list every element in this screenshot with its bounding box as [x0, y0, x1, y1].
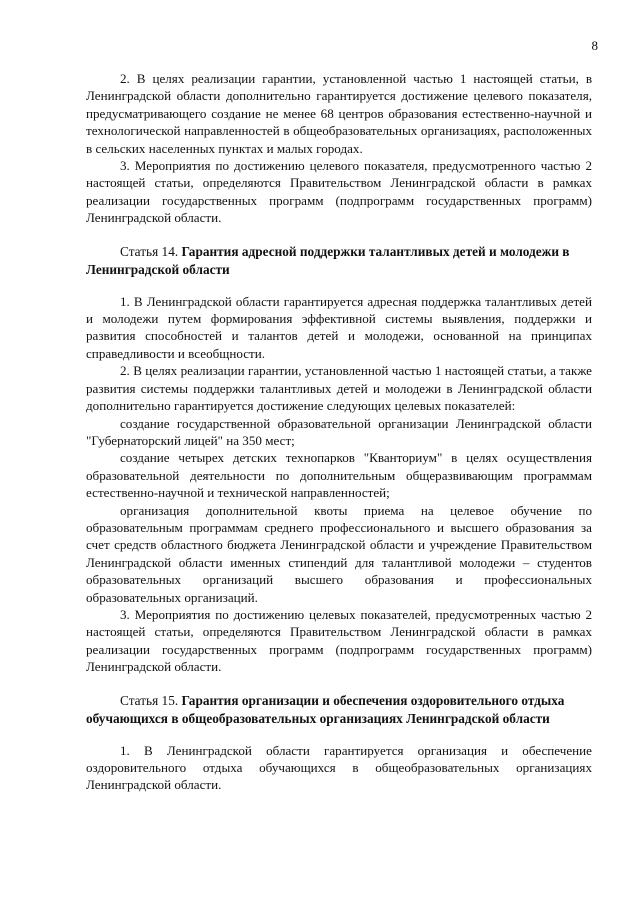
paragraph: создание четырех детских технопарков "Кванториум" в целях осуществления образовательной деятельности по дополнительным общеразвивающим программам естественно-научной и технической направленностей;	[86, 450, 592, 501]
page-number: 8	[591, 38, 598, 53]
paragraph: организация дополнительной квоты приема на целевое обучение по образовательным программам среднего профессионального и высшего образования за счет средств областного бюджета Ленинградской области и учреждение Правительством Ленинградской области именных стипендий для талантливой молодежи – студентов образовательных организаций высшего образования и профессиональных образовательных организаций.	[86, 502, 592, 605]
paragraph: 2. В целях реализации гарантии, установленной частью 1 настоящей статьи, а также развития системы поддержки талантливых детей и молодежи в Ленинградской области дополнительно гарантируется достижение следующих целевых показателей:	[86, 363, 592, 414]
article-15-label: Статья 15.	[120, 692, 182, 708]
article-14-label: Статья 14.	[120, 243, 182, 259]
paragraph: 3. Мероприятия по достижению целевых показателей, предусмотренных частью 2 настоящей статьи, определяются Правительством Ленинградской области в рамках реализации государственных программ (подпрограмм государственных программ) Ленинградской области.	[86, 606, 592, 675]
article-15-title: Гарантия организации и обеспечения оздоровительного отдыха обучающихся в общеобразовательных организациях Ленинградской области	[86, 692, 565, 726]
article-14-title: Гарантия адресной поддержки талантливых детей и молодежи в Ленинградской области	[86, 243, 570, 277]
article-15-heading	[86, 692, 592, 728]
paragraph: 1. В Ленинградской области гарантируется адресная поддержка талантливых детей и молодежи путем формирования эффективной системы выявления, поддержки и развития способностей и талантов детей и молодежи, основанной на принципах справедливости и всеобщности.	[86, 293, 592, 361]
document-body	[86, 70, 592, 794]
paragraph: 3. Мероприятия по достижению целевого показателя, предусмотренного частью 2 настоящей статьи, определяются Правительством Ленинградской области в рамках реализации государственных программ (подпрограмм государственных программ) Ленинградской области.	[86, 158, 592, 226]
paragraph: 1. В Ленинградской области гарантируется организация и обеспечение оздоровительного отдыха обучающихся в общеобразовательных организациях Ленинградской области.	[86, 742, 592, 793]
paragraph: 2. В целях реализации гарантии, установленной частью 1 настоящей статьи, в Ленинградской области дополнительно гарантируется достижение целевого показателя, предусматривающего создание не менее 68 центров образования естественно-научной и технологической направленностей в общеобразовательных организациях, расположенных в сельских населенных пунктах и малых городах.	[86, 71, 592, 156]
article-14-heading	[86, 243, 592, 279]
paragraph: создание государственной образовательной организации Ленинградской области "Губернаторский лицей" на 350 мест;	[86, 415, 592, 448]
